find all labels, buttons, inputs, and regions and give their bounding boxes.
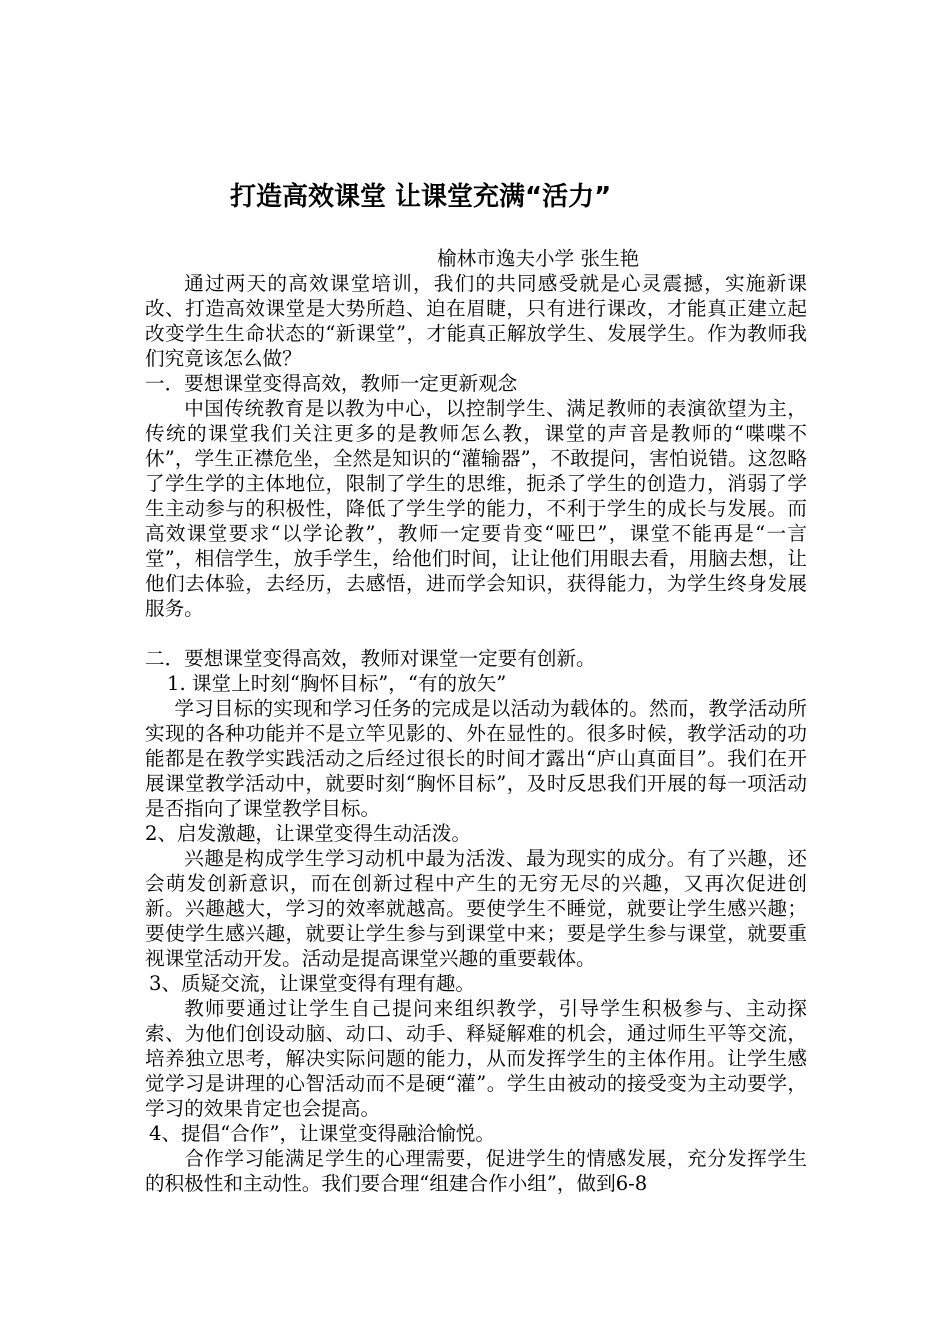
document-page <box>145 178 807 1196</box>
subsection-1-body: 学习目标的实现和学习任务的完成是以活动为载体的。然而，教学活动所实现的各种功能并不是立竿见影的、外在显性的。很多时候，教学活动的功能都是在教学实践活动之后经过很长的时间才露出“庐山真面目”。我们在开展课堂教学活动中，就要时刻“胸怀目标”，及时反思我们开展的每一项活动是否指向了课堂教学目标。 <box>145 697 807 820</box>
paragraph-gap <box>145 621 807 646</box>
subsection-3-heading: 3、质疑交流，让课堂变得有理有趣。 <box>149 972 475 995</box>
subsection-2-body: 兴趣是构成学生学习动机中最为活泼、最为现实的成分。有了兴趣，还会萌发创新意识，而在创新过程中产生的无穷无尽的兴趣，又再次促进创新。兴趣越大，学习的效率就越高。要使学生不睡觉，就要让学生感兴趣；要使学生感兴趣，就要让学生参与到课堂中来；要是学生参与课堂，就要重视课堂活动开发。活动是提高课堂兴趣的重要载体。 <box>145 847 807 970</box>
subsection-2-heading: 2、启发激趣，让课堂变得生动活泼。 <box>145 822 471 845</box>
subsection-4-body: 合作学习能满足学生的心理需要，促进学生的情感发展，充分发挥学生的积极性和主动性。我们要合理“组建合作小组”，做到6-8 <box>145 1147 807 1195</box>
section-2-heading: 二．要想课堂变得高效，教师对课堂一定要有创新。 <box>145 647 596 670</box>
intro-paragraph: 通过两天的高效课堂培训，我们的共同感受就是心灵震撼，实施新课改、打造高效课堂是大势所趋、迫在眉睫，只有进行课改，才能真正建立起改变学生生命状态的“新课堂”，才能真正解放学生、发展学生。作为教师我们究竟该怎么做？ <box>145 272 807 370</box>
section-1-body: 中国传统教育是以教为中心，以控制学生、满足教师的表演欲望为主，传统的课堂我们关注更多的是教师怎么教，课堂的声音是教师的“喋喋不休”，学生正襟危坐，全然是知识的“灌输器”，不敢提问，害怕说错。这忽略了学生学的主体地位，限制了学生的思维，扼杀了学生的创造力，消弱了学生主动参与的积极性，降低了学生学的能力，不利于学生的成长与发展。而高效课堂要求“以学论教”，教师一定要肯变“哑巴”，课堂不能再是“一言堂”，相信学生，放手学生，给他们时间，让让他们用眼去看，用脑去想，让他们去体验，去经历，去感悟，进而学会知识，获得能力，为学生终身发展服务。 <box>145 397 807 620</box>
document-author: 榆林市逸夫小学 张生艳 <box>437 247 640 270</box>
document-title: 打造高效课堂 让课堂充满“活力” <box>230 182 612 212</box>
subsection-3-body: 教师要通过让学生自己提问来组织教学，引导学生积极参与、主动探索、为他们创设动脑、动口、动手、释疑解难的机会，通过师生平等交流，培养独立思考，解决实际问题的能力，从而发挥学生的主体作用。让学生感觉学习是讲理的心智活动而不是硬“灌”。学生由被动的接受变为主动要学，学习的效果肯定也会提高。 <box>145 997 807 1120</box>
section-1-heading: 一．要想课堂变得高效，教师一定更新观念 <box>145 372 518 395</box>
subsection-1-heading: 1. 课堂上时刻“胸怀目标”，“有的放矢” <box>167 672 507 695</box>
subsection-4-heading: 4、提倡“合作”，让课堂变得融洽愉悦。 <box>149 1122 495 1145</box>
